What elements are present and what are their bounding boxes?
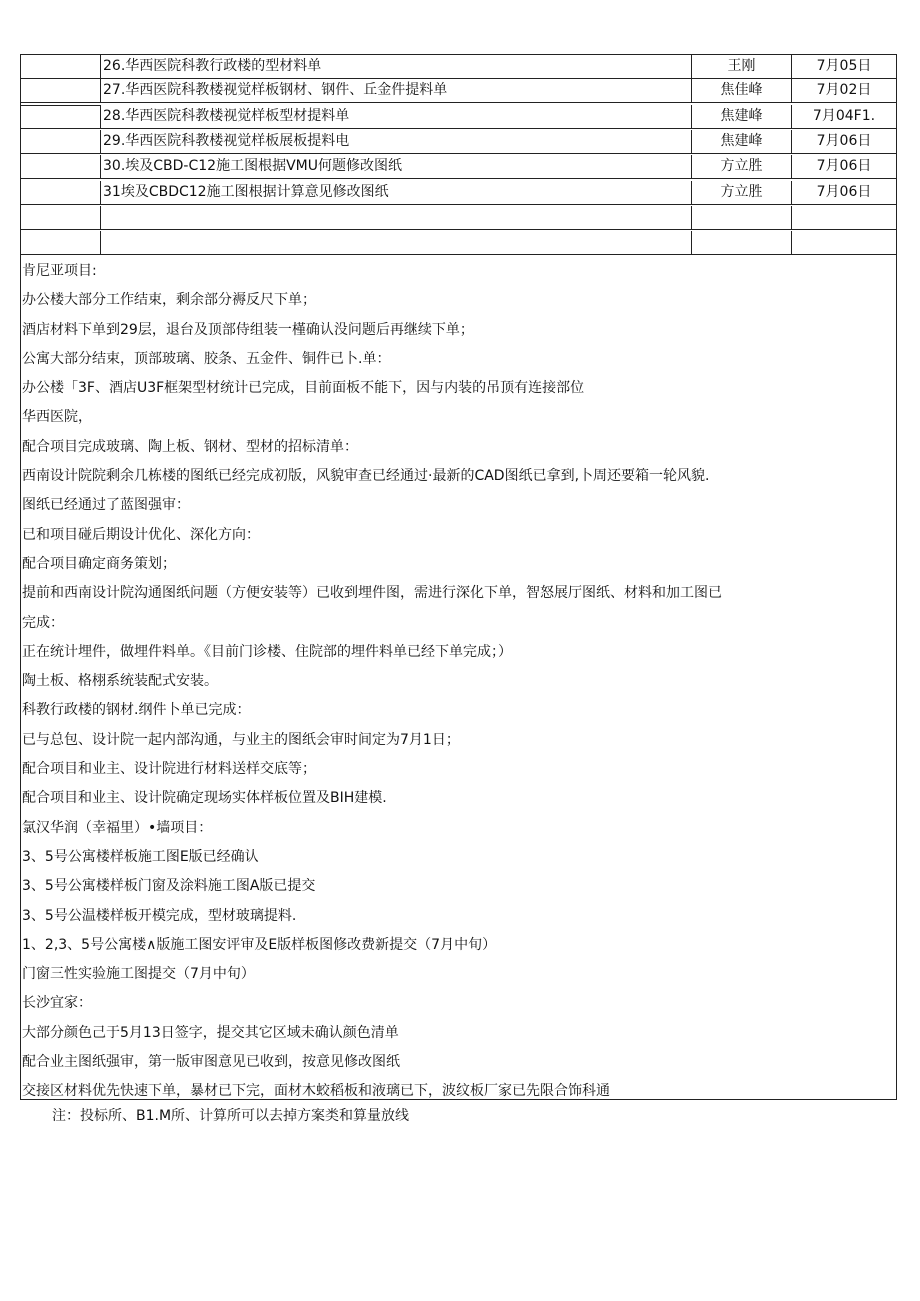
date-cell	[791, 206, 896, 229]
table-row	[21, 130, 896, 154]
person-cell	[691, 206, 791, 229]
note-line: 交接区材料优先快速下单，暴材已下完，面材木蛟稻板和液璃已下，波纹板厂家已先限合饰科通	[22, 1083, 610, 1100]
note-line: 已与总包、设计院一起内部沟通，与业主的图纸会审时间定为7月1日；	[22, 731, 460, 748]
note-line: 已和项目碰后期设计优化、深化方向：	[22, 526, 260, 543]
table-row	[21, 206, 896, 230]
date-cell: 7月06日	[791, 130, 896, 153]
note-line: 公寓大部分结束，顶部玻璃、胶条、五金件、铜件已卜.单：	[22, 350, 391, 367]
person-cell: 焦建峰	[691, 130, 791, 153]
note-line: 科教行政楼的钢材.纲件卜单已完成：	[22, 702, 251, 719]
table-row	[21, 231, 896, 255]
table-row	[21, 105, 896, 129]
note-line: 图纸已经通过了蓝图强审：	[22, 497, 190, 514]
note-line: 提前和西南设计院沟通图纸问题（方便安装等）已收到埋件图，需进行深化下单，智怒展厅图纸、材料和加工图已	[22, 585, 722, 602]
table-row	[21, 79, 896, 103]
table-row	[21, 181, 896, 205]
person-cell: 王刚	[691, 55, 791, 78]
person-cell: 方立胜	[691, 181, 791, 204]
date-cell: 7月06日	[791, 155, 896, 178]
note-line: 西南设计院院剩余几栋楼的图纸已经完成初版，风貌审查已经通过·最新的CAD图纸已拿到,卜周还要箱一轮风貌.	[22, 468, 710, 485]
task-cell: 31埃及CBDC12施工图根据计算意见修改图纸	[100, 181, 691, 204]
note-line: 配合项目和业主、设计院进行材料送样交底等；	[22, 761, 316, 778]
note-line: 配合业主图纸强审，第一版审图意见已收到，按意见修改图纸	[22, 1054, 400, 1071]
report-sheet	[20, 54, 897, 1100]
note-line: 大部分颜色己于5月13日签字，提交其它区域未确认颜色清单	[22, 1024, 399, 1041]
note-line: 酒店材料下单到29层，退台及顶部侍组装一槿确认没问题后再继续下单；	[22, 321, 474, 338]
person-cell	[691, 231, 791, 254]
progress-notes	[22, 257, 892, 1100]
note-line: 1、2,3、5号公寓楼∧版施工图安评审及E版样板图修改费新提交（7月中旬）	[22, 936, 497, 953]
note-line: 办公楼大部分工作结束，剩余部分褥反尺下单；	[22, 292, 316, 309]
date-cell: 7月02日	[791, 79, 896, 102]
note-line: 配合项目完成玻璃、陶上板、钢材、型材的招标清单：	[22, 438, 358, 455]
note-line: 3、5号公温楼样板开模完成，型材玻璃提料.	[22, 907, 297, 924]
note-line: 肯尼亚项目:	[22, 263, 97, 279]
task-cell: 29.华西医院科教楼视觉样板展板提料电	[100, 130, 691, 153]
person-cell: 焦建峰	[691, 105, 791, 128]
note-line: 门窗三性实验施工图提交（7月中旬）	[22, 966, 255, 983]
note-line: 3、5号公寓楼样板门窗及涂料施工图A版已提交	[22, 878, 316, 895]
note-line: 完成：	[22, 614, 64, 631]
table-row	[21, 155, 896, 179]
footer-note: 注：投标所、B1.M所、计算所可以去掉方案类和算量放线	[52, 1108, 410, 1124]
person-cell: 焦佳峰	[691, 79, 791, 102]
note-line: 配合项目和业主、设计院确定现场实体样板位置及BIH建模.	[22, 790, 387, 807]
group-divider	[21, 105, 100, 106]
note-line: 陶土板、格栩系统装配式安装。	[22, 673, 218, 690]
date-cell	[791, 231, 896, 254]
note-line: 3、5号公寓楼样板施工图E版已经确认	[22, 848, 259, 865]
note-line: 配合项目确定商务策划；	[22, 555, 176, 572]
date-cell: 7月04F1.	[791, 105, 896, 128]
table-row	[21, 55, 896, 79]
task-cell: 27.华西医院科教楼视觉样板钢材、钢件、丘金件提料单	[100, 79, 691, 102]
task-cell	[100, 206, 691, 229]
date-cell: 7月06日	[791, 181, 896, 204]
note-line: 办公楼「3F、酒店U3F框架型材统计已完成，目前面板不能下，因与内装的吊顶有连接部位	[22, 380, 585, 397]
task-cell: 26.华西医院科教行政楼的型材料单	[100, 55, 691, 78]
task-cell: 28.华西医院科教楼视觉样板型材提料单	[100, 105, 691, 128]
task-cell: 30.埃及CBD-C12施工图根据VMU何题修改图纸	[100, 155, 691, 178]
note-line: 长沙宜家：	[22, 995, 92, 1012]
note-line: 华西医院，	[22, 409, 92, 426]
date-cell: 7月05日	[791, 55, 896, 78]
person-cell: 方立胜	[691, 155, 791, 178]
note-line: 正在统计埋件，做埋件料单。《目前门诊楼、住院部的埋件料单已经下单完成；）	[22, 643, 512, 660]
task-cell	[100, 231, 691, 254]
note-line: 氯汉华润（幸福里）•墙项目：	[22, 819, 213, 836]
